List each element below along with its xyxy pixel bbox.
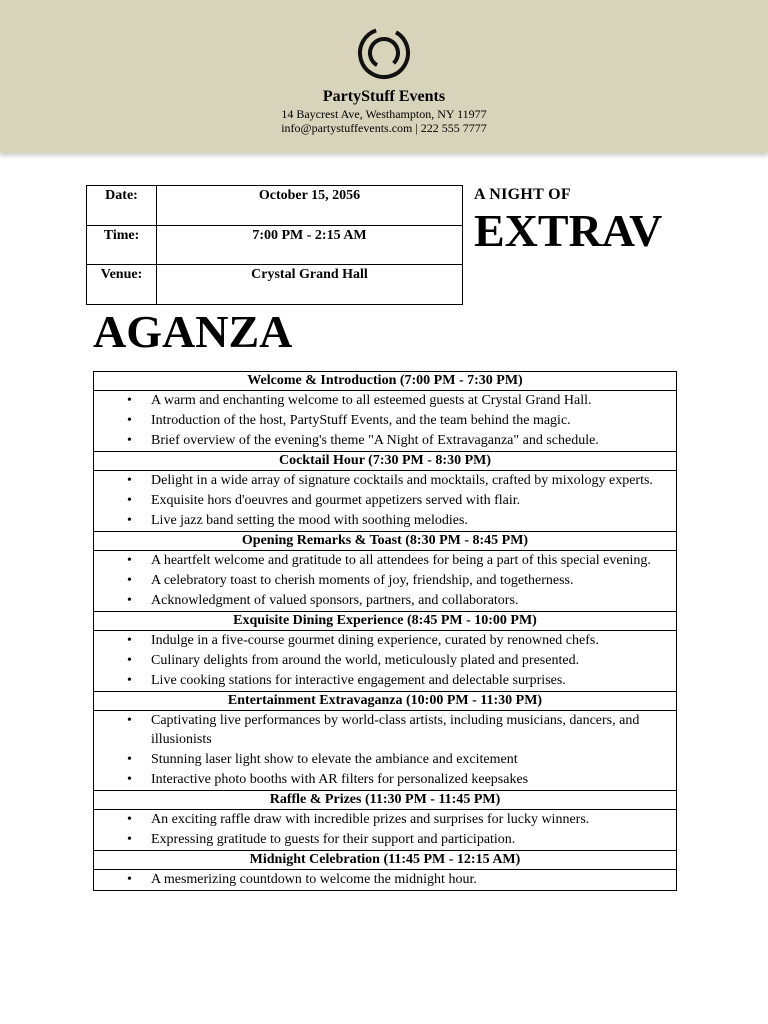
- agenda-section-body: [94, 391, 676, 452]
- agenda-item: • A heartfelt welcome and gratitude to all attendees for being a part of this special evening.: [94, 551, 676, 570]
- agenda-item: • A celebratory toast to cherish moments of joy, friendship, and togetherness.: [94, 571, 676, 590]
- letterhead: [0, 0, 768, 153]
- agenda-item: • Live jazz band setting the mood with soothing melodies.: [94, 511, 676, 530]
- detail-row-date: [87, 186, 463, 226]
- agenda-section-heading: Welcome & Introduction (7:00 PM - 7:30 PM): [94, 372, 676, 391]
- agenda-item: • Live cooking stations for interactive engagement and delectable surprises.: [94, 671, 676, 690]
- agenda-item: • Culinary delights from around the world, meticulously plated and presented.: [94, 651, 676, 670]
- agenda-item: • Expressing gratitude to guests for their support and participation.: [94, 830, 676, 849]
- agenda-item-list: [94, 551, 676, 610]
- event-details-table: [86, 185, 463, 305]
- agenda-item: • A mesmerizing countdown to welcome the midnight hour.: [94, 870, 676, 889]
- agenda-section-body: [94, 810, 676, 851]
- venue-value: Crystal Grand Hall: [157, 265, 463, 305]
- time-value: 7:00 PM - 2:15 AM: [157, 225, 463, 265]
- agenda-section-heading: Raffle & Prizes (11:30 PM - 11:45 PM): [94, 791, 676, 810]
- agenda-item-list: [94, 631, 676, 690]
- agenda-item-list: [94, 391, 676, 450]
- agenda-item: • Indulge in a five-course gourmet dining experience, curated by renowned chefs.: [94, 631, 676, 650]
- venue-label: Venue:: [87, 265, 157, 305]
- detail-row-venue: [87, 265, 463, 305]
- agenda-item-list: [94, 870, 676, 889]
- agenda-section-heading: Midnight Celebration (11:45 PM - 12:15 AM): [94, 851, 676, 870]
- agenda-item: • Exquisite hors d'oeuvres and gourmet appetizers served with flair.: [94, 491, 676, 510]
- date-value: October 15, 2056: [157, 186, 463, 226]
- agenda-item: • Stunning laser light show to elevate the ambiance and excitement: [94, 750, 676, 769]
- agenda-section-body: [94, 631, 676, 692]
- title-prefix: A NIGHT OF: [474, 186, 571, 203]
- date-label: Date:: [87, 186, 157, 226]
- agenda-item: • Delight in a wide array of signature cocktails and mocktails, crafted by mixology experts.: [94, 471, 676, 490]
- agenda-item: • Introduction of the host, PartyStuff Events, and the team behind the magic.: [94, 411, 676, 430]
- agenda-table: [93, 371, 677, 891]
- company-name: PartyStuff Events: [322, 88, 446, 105]
- agenda-item: • Acknowledgment of valued sponsors, partners, and collaborators.: [94, 591, 676, 610]
- agenda-item: • A warm and enchanting welcome to all esteemed guests at Crystal Grand Hall.: [94, 391, 676, 410]
- agenda-section-body: [94, 711, 676, 791]
- agenda-section-heading: Opening Remarks & Toast (8:30 PM - 8:45 PM): [94, 532, 676, 551]
- title-part-1: EXTRAV: [474, 205, 663, 256]
- agenda-item-list: [94, 711, 676, 789]
- agenda-item: • Brief overview of the evening's theme "A Night of Extravaganza" and schedule.: [94, 431, 676, 450]
- company-contact: info@partystuffevents.com | 222 555 7777: [281, 121, 487, 135]
- agenda-item: • Interactive photo booths with AR filters for personalized keepsakes: [94, 770, 676, 789]
- concentric-circle-logo-icon: [355, 24, 413, 82]
- agenda-item: • Captivating live performances by world-class artists, including musicians, dancers, and illusionists: [94, 711, 676, 749]
- agenda-section-body: [94, 551, 676, 612]
- agenda-section-body: [94, 870, 676, 889]
- title-part-2: AGANZA: [93, 306, 293, 357]
- agenda-section-heading: Entertainment Extravaganza (10:00 PM - 11:30 PM): [94, 692, 676, 711]
- agenda-section-body: [94, 471, 676, 532]
- agenda-item-list: [94, 810, 676, 849]
- company-address: 14 Baycrest Ave, Westhampton, NY 11977: [281, 107, 487, 121]
- agenda-item-list: [94, 471, 676, 530]
- agenda-section-heading: Exquisite Dining Experience (8:45 PM - 10:00 PM): [94, 612, 676, 631]
- detail-row-time: [87, 225, 463, 265]
- agenda-item: • An exciting raffle draw with incredible prizes and surprises for lucky winners.: [94, 810, 676, 829]
- time-label: Time:: [87, 225, 157, 265]
- agenda-section-heading: Cocktail Hour (7:30 PM - 8:30 PM): [94, 452, 676, 471]
